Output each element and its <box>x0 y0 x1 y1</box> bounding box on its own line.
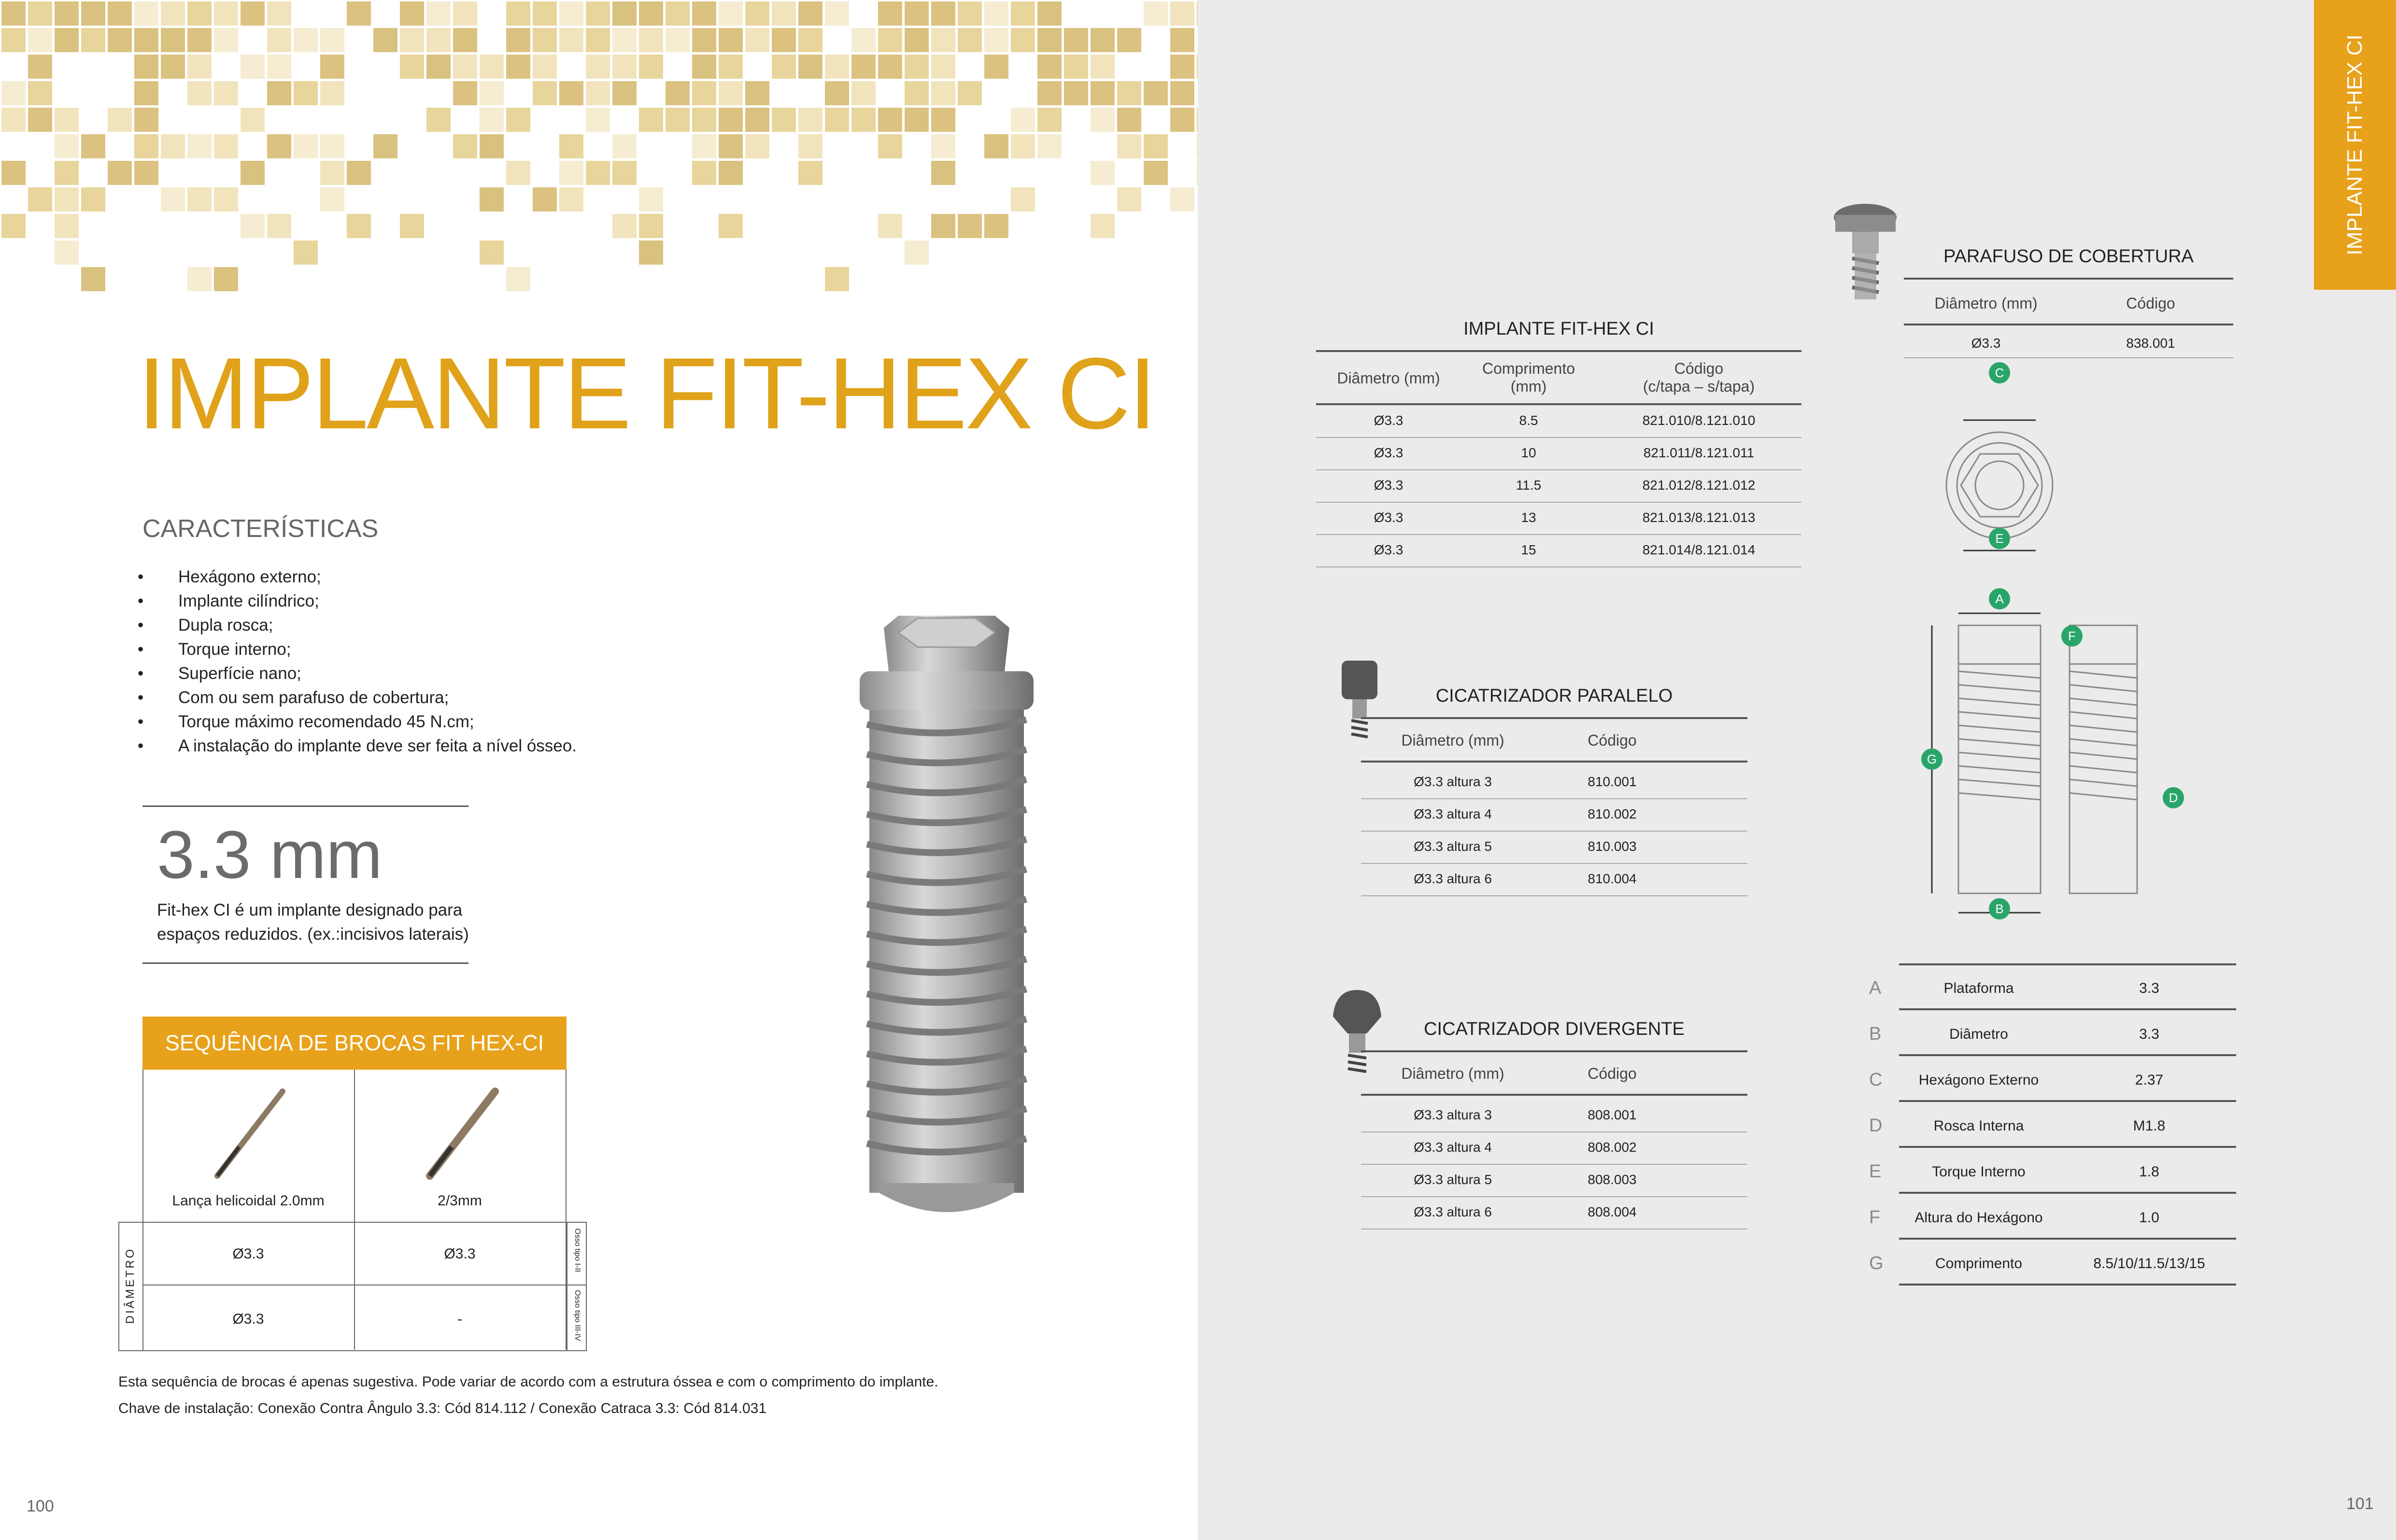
table-cell: Ø3.3 <box>1374 478 1404 493</box>
divider <box>1361 1164 1747 1165</box>
divider <box>142 962 468 964</box>
table-cell: Ø3.3 <box>232 1311 264 1327</box>
spec-value: 3.3 <box>2139 980 2159 996</box>
table-cell: Ø3.3 <box>1374 542 1404 557</box>
drill-sequence-title: SEQUÊNCIA DE BROCAS FIT HEX-CI <box>142 1017 567 1070</box>
divider <box>1361 1094 1747 1096</box>
table-cell: Ø3.3 <box>1374 510 1404 525</box>
column-header: Comprimento (mm) <box>1482 360 1575 395</box>
divider <box>1361 761 1747 763</box>
table-cell: 15 <box>1521 542 1536 557</box>
divider <box>1899 1054 2236 1056</box>
divider <box>1316 502 1801 503</box>
bone-type-label: Osso tipo I-II <box>573 1228 581 1272</box>
table-title: IMPLANTE FIT-HEX CI <box>1463 319 1654 339</box>
table-cell: Ø3.3 altura 3 <box>1414 774 1492 789</box>
drill-image <box>205 1084 292 1181</box>
divider <box>1361 1050 1747 1052</box>
technical-diagram <box>1898 362 2236 927</box>
list-item: • Superfície nano; <box>138 662 577 686</box>
column-header: Código <box>1588 1065 1637 1082</box>
spec-name: Torque Interno <box>1932 1164 2026 1180</box>
table-cell: 13 <box>1521 510 1536 525</box>
column-header: Código <box>2126 295 2175 312</box>
list-item: • A instalação do implante deve ser feita a nível ósseo. <box>138 734 577 758</box>
table-cell: 810.003 <box>1588 839 1637 854</box>
implant-image <box>811 589 1082 1251</box>
table-cell: 808.001 <box>1588 1107 1637 1122</box>
divider <box>1899 1008 2236 1010</box>
footnote: Esta sequência de brocas é apenas sugestiva. Pode variar de acordo com a estrutura óssea e com o comprimento do implante. <box>118 1374 938 1390</box>
table-title: CICATRIZADOR DIVERGENTE <box>1424 1019 1685 1039</box>
table-cell: 821.014/8.121.014 <box>1642 542 1756 557</box>
divider <box>1361 798 1747 799</box>
table-title: CICATRIZADOR PARALELO <box>1435 686 1673 706</box>
implant-size: 3.3 mm <box>157 817 383 892</box>
table-cell: Ø3.3 altura 5 <box>1414 1172 1492 1187</box>
divider <box>1361 831 1747 832</box>
table-cell: 821.012/8.121.012 <box>1642 478 1756 493</box>
table-cell: Ø3.3 altura 5 <box>1414 839 1492 854</box>
table-cell: Ø3.3 altura 6 <box>1414 1204 1492 1219</box>
list-item: • Torque interno; <box>138 637 577 662</box>
healing-parallel-table <box>1361 683 1747 896</box>
footnote: Chave de instalação: Conexão Contra Ângulo 3.3: Cód 814.112 / Conexão Catraca 3.3: Cód 814.031 <box>118 1400 767 1416</box>
page-number: 100 <box>27 1497 54 1515</box>
divider <box>1904 324 2233 325</box>
table-cell: Ø3.3 altura 6 <box>1414 871 1492 886</box>
table-cell: 8.5 <box>1519 413 1538 428</box>
table-cell: 808.002 <box>1588 1140 1637 1155</box>
table-cell: 11.5 <box>1516 478 1542 493</box>
spec-value: M1.8 <box>2133 1118 2166 1134</box>
drill-diameter-grid <box>118 1222 587 1351</box>
spec-table <box>1869 963 2236 1292</box>
divider <box>1899 1192 2236 1194</box>
table-cell: Ø3.3 altura 4 <box>1414 806 1492 821</box>
divider <box>142 805 468 807</box>
label-g: G <box>1921 749 1942 770</box>
table-cell: 810.004 <box>1588 871 1637 886</box>
side-tab <box>2314 0 2396 290</box>
divider <box>1361 717 1747 719</box>
features-list <box>138 565 577 758</box>
divider <box>1904 357 2233 358</box>
table-cell: Ø3.3 altura 4 <box>1414 1140 1492 1155</box>
table-cell: Ø3.3 <box>1374 445 1404 460</box>
spec-name: Altura do Hexágono <box>1914 1210 2043 1226</box>
divider <box>1361 1196 1747 1197</box>
cover-screw-table <box>1904 244 2233 360</box>
label-b: B <box>1989 898 2010 919</box>
spec-letter: B <box>1869 1024 1882 1044</box>
spec-name: Hexágono Externo <box>1918 1072 2039 1088</box>
spec-name: Comprimento <box>1935 1256 2023 1272</box>
divider <box>1316 534 1801 535</box>
drill-label: 2/3mm <box>438 1193 482 1209</box>
decorative-mosaic <box>0 0 1198 319</box>
table-cell: 810.002 <box>1588 806 1637 821</box>
column-header: Código <box>1588 732 1637 749</box>
divider <box>1899 1284 2236 1286</box>
divider <box>1904 278 2233 280</box>
spec-value: 1.8 <box>2139 1164 2159 1180</box>
label-c: C <box>1989 362 2010 383</box>
spec-letter: C <box>1869 1070 1883 1090</box>
table-title: PARAFUSO DE COBERTURA <box>1943 246 2194 267</box>
label-e: E <box>1989 528 2010 549</box>
table-cell: Ø3.3 <box>444 1246 476 1262</box>
table-cell: 810.001 <box>1588 774 1637 789</box>
spec-name: Plataforma <box>1943 980 2014 996</box>
divider <box>1361 1131 1747 1132</box>
divider <box>1899 1100 2236 1102</box>
healing-divergent-table <box>1361 1017 1747 1229</box>
spec-letter: A <box>1869 978 1882 998</box>
list-item: • Torque máximo recomendado 45 N.cm; <box>138 710 577 734</box>
list-item: • Hexágono externo; <box>138 565 577 589</box>
table-cell: Ø3.3 altura 3 <box>1414 1107 1492 1122</box>
divider <box>1361 895 1747 896</box>
table-cell: 821.011/8.121.011 <box>1643 445 1755 460</box>
list-item: • Com ou sem parafuso de cobertura; <box>138 686 577 710</box>
table-cell: - <box>457 1311 462 1327</box>
divider <box>1899 1238 2236 1240</box>
column-header: Diâmetro (mm) <box>1401 1065 1504 1082</box>
label-d: D <box>2163 787 2184 808</box>
spec-letter: F <box>1869 1207 1881 1228</box>
column-header: Diâmetro (mm) <box>1337 369 1440 387</box>
features-heading: CARACTERÍSTICAS <box>142 515 379 543</box>
divider <box>1361 863 1747 864</box>
column-header: Diâmetro (mm) <box>1401 732 1504 749</box>
list-item: • Implante cilíndrico; <box>138 589 577 613</box>
divider <box>1316 437 1801 438</box>
table-cell: 10 <box>1521 445 1536 460</box>
implant-table <box>1316 316 1801 567</box>
spec-letter: D <box>1869 1116 1883 1136</box>
table-cell: 808.003 <box>1588 1172 1637 1187</box>
spec-value: 3.3 <box>2139 1026 2159 1042</box>
drill-image <box>418 1084 505 1181</box>
spec-letter: E <box>1869 1161 1882 1182</box>
table-cell: Ø3.3 <box>1971 336 2001 351</box>
divider <box>1899 1146 2236 1148</box>
column-header: Código (c/tapa – s/tapa) <box>1643 360 1755 395</box>
cover-screw-image <box>1830 198 1900 304</box>
divider <box>1316 403 1801 405</box>
spec-name: Diâmetro <box>1949 1026 2008 1042</box>
spec-name: Rosca Interna <box>1933 1118 2024 1134</box>
size-description: Fit-hex CI é um implante designado para espaços reduzidos. (ex.:incisivos laterais) <box>157 901 469 944</box>
divider <box>1316 469 1801 470</box>
table-cell: Ø3.3 <box>232 1246 264 1262</box>
column-header: Diâmetro (mm) <box>1934 295 2038 312</box>
drill-label: Lança helicoidal 2.0mm <box>172 1193 325 1209</box>
spec-value: 8.5/10/11.5/13/15 <box>2093 1256 2205 1272</box>
table-cell: 808.004 <box>1588 1204 1637 1219</box>
spec-value: 2.37 <box>2135 1072 2164 1088</box>
table-cell: 821.010/8.121.010 <box>1642 413 1756 428</box>
page-number: 101 <box>2346 1495 2374 1513</box>
side-tab-label: IMPLANTE FIT-HEX CI <box>2343 34 2367 255</box>
divider <box>1899 963 2236 965</box>
bone-type-label: Osso tipo III-IV <box>573 1290 581 1341</box>
table-cell: 838.001 <box>2126 336 2175 351</box>
spec-value: 1.0 <box>2139 1210 2159 1226</box>
label-f: F <box>2061 625 2083 647</box>
list-item: • Dupla rosca; <box>138 613 577 637</box>
diameter-axis-label: DIÂMETRO <box>124 1247 137 1324</box>
label-a: A <box>1989 588 2010 609</box>
page-title: IMPLANTE FIT-HEX CI <box>138 337 1155 450</box>
divider <box>1316 350 1801 352</box>
divider <box>1316 566 1801 567</box>
table-cell: Ø3.3 <box>1374 413 1404 428</box>
spec-letter: G <box>1869 1253 1884 1273</box>
table-cell: 821.013/8.121.013 <box>1642 510 1756 525</box>
